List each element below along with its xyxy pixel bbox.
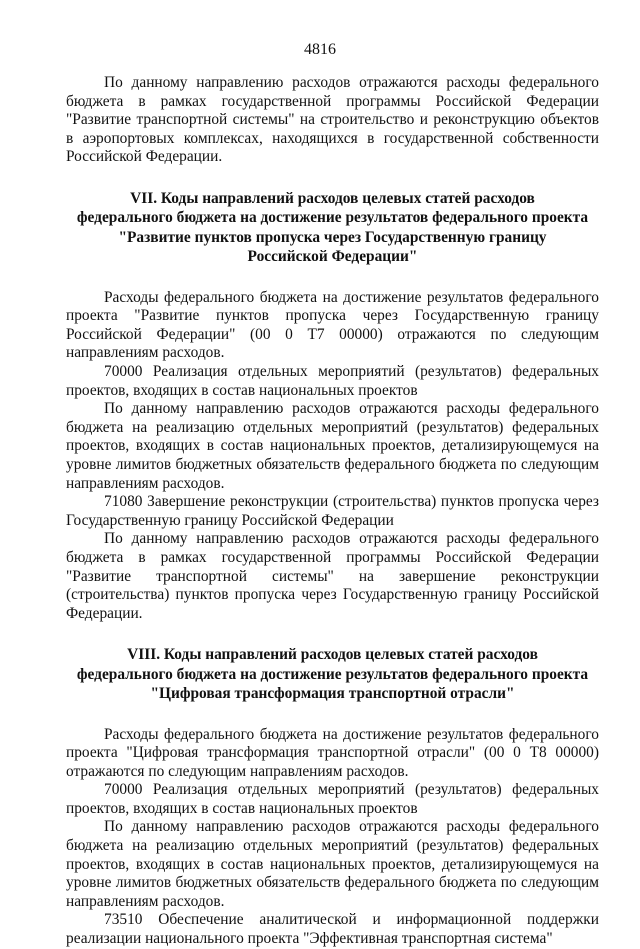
paragraph: По данному направлению расходов отражаются расходы федерального бюджета на реализацию отдельных мероприятий (результатов) федеральных проектов, входящих в состав национальных проектов, детализирующемуся на уровне лимитов бюджетных обязательств федерального бюджета по следующим направлениям расходов. (66, 818, 599, 910)
heading-line: "Развитие пунктов пропуска через Государственную границу (118, 228, 547, 246)
paragraph: Расходы федерального бюджета на достижение результатов федерального проекта "Развитие пунктов пропуска через Государственную границу Российской Федерации" (00 0 Т7 00000) отражаются по следующим направлениям расходов. (66, 288, 599, 362)
paragraph: 70000 Реализация отдельных мероприятий (результатов) федеральных проектов, входящих в состав национальных проектов (66, 362, 599, 399)
paragraph: По данному направлению расходов отражаются расходы федерального бюджета в рамках государственной программы Российской Федерации "Развитие транспортной системы" на строительство и реконструкцию объектов в аэропортовых комплексах, находящихся в государственной собственности Российской Федерации. (66, 74, 599, 166)
section-heading-vii (66, 189, 599, 267)
heading-line: "Цифровая трансформация транспортной отрасли" (150, 685, 515, 703)
heading-line: федерального бюджета на достижение результатов федерального проекта (76, 209, 589, 227)
document-body (66, 74, 599, 949)
heading-line: Российской Федерации" (247, 248, 418, 266)
paragraph: 73510 Обеспечение аналитической и информационной поддержки реализации национального проекта "Эффективная транспортная система" (66, 911, 599, 948)
heading-line: VII. Коды направлений расходов целевых статей расходов (130, 189, 535, 207)
heading-line: федерального бюджета на достижение результатов федерального проекта (76, 665, 589, 683)
paragraph: По данному направлению расходов отражаются расходы федерального бюджета на реализацию отдельных мероприятий (результатов) федеральных проектов, входящих в состав национальных проектов, детализирующемуся на уровне лимитов бюджетных обязательств федерального бюджета по следующим направлениям расходов. (66, 400, 599, 492)
heading-line: VIII. Коды направлений расходов целевых статей расходов (127, 646, 538, 664)
paragraph: 70000 Реализация отдельных мероприятий (результатов) федеральных проектов, входящих в состав национальных проектов (66, 781, 599, 817)
paragraph: Расходы федерального бюджета на достижение результатов федерального проекта "Цифровая трансформация транспортной отрасли" (00 0 Т8 00000) отражаются по следующим направлениям расходов. (66, 725, 599, 780)
paragraph: По данному направлению расходов отражаются расходы федерального бюджета в рамках государственной программы Российской Федерации "Развитие транспортной системы" на завершение реконструкции (строительства) пунктов пропуска через Государственную границу Российской Федерации. (66, 530, 599, 622)
section-heading-viii (66, 645, 599, 703)
page-number: 4816 (304, 41, 336, 58)
paragraph: 71080 Завершение реконструкции (строительства) пунктов пропуска через Государственную границу Российской Федерации (66, 493, 599, 529)
